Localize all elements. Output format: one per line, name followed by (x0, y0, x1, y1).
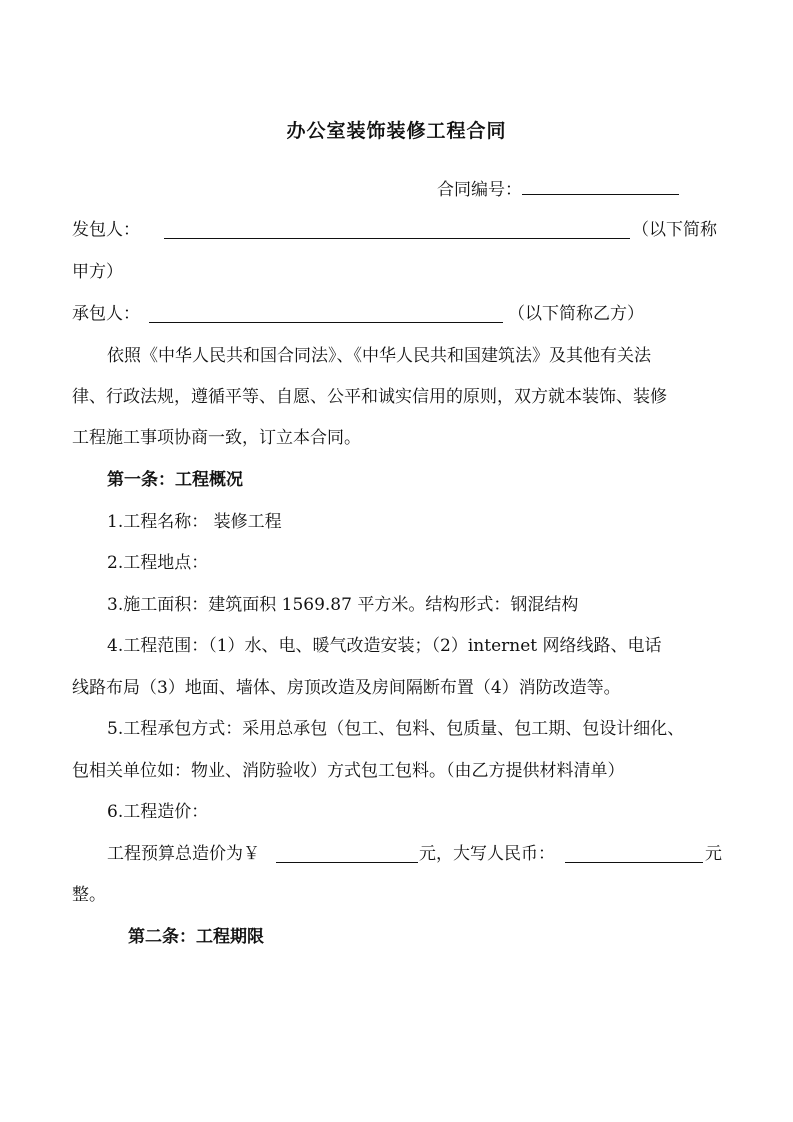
item-project-cost: 6.工程造价： (107, 802, 209, 822)
item-contract-method-line: 包相关单位如：物业、消防验收）方式包工包料。（由乙方提供材料清单） (72, 761, 625, 781)
party-a-suffix-cont: 甲方） (72, 262, 123, 282)
item-project-scope-line: 线路布局（3）地面、墙体、房顶改造及房间隔断布置（4）消防改造等。 (72, 678, 621, 698)
party-b-label: 承包人： (72, 304, 140, 324)
party-b-suffix: （以下简称乙方） (508, 304, 644, 324)
item-project-scope-line: 4.工程范围：（1）水、电、暖气改造安装；（2）internet 网络线路、电话 (107, 636, 662, 656)
contract-number-label: 合同编号： (437, 180, 522, 200)
item-project-location: 2.工程地点： (107, 553, 209, 573)
budget-prefix: 工程预算总造价为￥ (107, 844, 260, 864)
party-a-label: 发包人： (72, 220, 140, 240)
intro-paragraph-line: 依照《中华人民共和国合同法》、《中华人民共和国建筑法》及其他有关法 (107, 346, 651, 366)
budget-end: 整。 (72, 885, 106, 905)
party-b-blank[interactable] (149, 306, 503, 323)
party-a-suffix: （以下简称 (632, 220, 717, 240)
budget-words-blank[interactable] (565, 846, 703, 863)
budget-amount-blank[interactable] (276, 846, 418, 863)
party-a-blank[interactable] (164, 222, 630, 239)
contract-number-row (437, 178, 679, 200)
item-contract-method-line: 5.工程承包方式：采用总承包（包工、包料、包质量、包工期、包设计细化、 (107, 719, 685, 739)
intro-paragraph-line: 工程施工事项协商一致，订立本合同。 (72, 428, 361, 448)
budget-suffix: 元 (705, 844, 722, 864)
contract-number-blank[interactable] (522, 178, 679, 195)
item-project-name: 1.工程名称： 装修工程 (107, 512, 282, 532)
document-title: 办公室装饰装修工程合同 (286, 120, 507, 142)
intro-paragraph-line: 律、行政法规，遵循平等、自愿、公平和诚实信用的原则，双方就本装饰、装修 (72, 387, 667, 407)
item-construction-area: 3.施工面积：建筑面积 1569.87 平方米。结构形式：钢混结构 (107, 595, 579, 615)
article-1-heading: 第一条：工程概况 (107, 470, 243, 490)
article-2-heading: 第二条：工程期限 (128, 927, 264, 947)
budget-mid: 元，大写人民币： (419, 844, 555, 864)
